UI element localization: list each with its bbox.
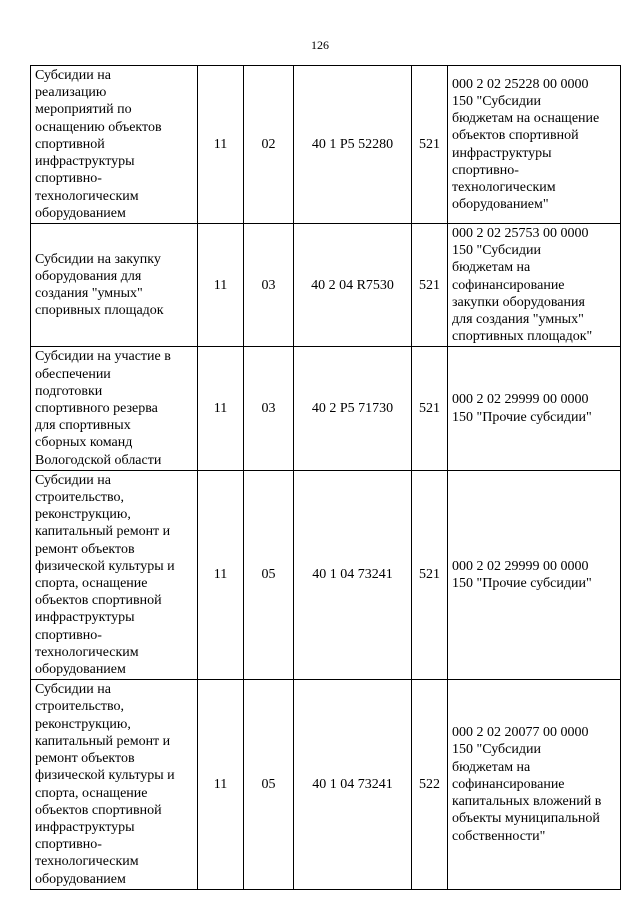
subsidy-name-cell (31, 224, 198, 347)
target-article-cell: 40 1 P5 52280 (294, 66, 412, 224)
subsidy-name-cell-line: спортивной (35, 136, 105, 152)
subsidy-name-cell-line: Субсидии на (35, 682, 111, 698)
section-cell: 11 (198, 680, 244, 889)
target-article-cell: 40 2 P5 71730 (294, 347, 412, 470)
subsidy-name-cell-line: физической культуры и (35, 558, 175, 574)
expense-type-cell: 521 (412, 470, 448, 679)
revenue-code-cell-line: закупки оборудования (452, 294, 585, 310)
subsidy-name-cell-line: мероприятий по (35, 102, 132, 118)
subsidy-name-cell-line: объектов спортивной (35, 593, 162, 609)
table-row (31, 347, 621, 470)
subsidy-name-cell-line: сборных команд (35, 435, 133, 451)
revenue-code-cell-line: спортивно- (452, 162, 519, 178)
subsidy-name-cell-line: подготовки (35, 383, 103, 399)
subsidy-name-cell-line: обеспечении (35, 366, 111, 382)
revenue-code-cell-line: 000 2 02 25228 00 0000 (452, 76, 589, 92)
expense-type-cell: 521 (412, 224, 448, 347)
revenue-code-cell-line: инфраструктуры (452, 145, 552, 161)
target-article-cell: 40 1 04 73241 (294, 470, 412, 679)
revenue-code-cell-line: 000 2 02 25753 00 0000 (452, 226, 589, 241)
section-cell: 11 (198, 224, 244, 347)
subsidy-name-cell-line: инфраструктуры (35, 819, 135, 835)
revenue-code-cell-line: 000 2 02 29999 00 0000 (452, 392, 589, 408)
subsidy-name-cell-line: оборудования для (35, 269, 142, 284)
subsection-cell: 03 (244, 347, 294, 470)
subsidy-name-cell-line: Субсидии на участие в (35, 349, 171, 365)
budget-table-body (31, 66, 621, 890)
revenue-code-cell-line: оборудованием" (452, 197, 549, 213)
subsidy-name-cell-line: строительство, (35, 490, 125, 506)
subsidy-name-cell-line: спортивно- (35, 837, 102, 853)
table-row (31, 66, 621, 224)
target-article-cell: 40 2 04 R7530 (294, 224, 412, 347)
table-row (31, 680, 621, 889)
revenue-code-cell-line: капитальных вложений в (452, 794, 602, 810)
section-cell: 11 (198, 66, 244, 224)
subsidy-name-cell-line: строительство, (35, 699, 125, 715)
subsidy-name-cell-line: инфраструктуры (35, 610, 135, 626)
subsidy-name-cell-line: Вологодской области (35, 452, 162, 468)
subsidy-name-cell (31, 347, 198, 470)
subsidy-name-cell-line: объектов спортивной (35, 802, 162, 818)
subsection-cell: 05 (244, 470, 294, 679)
revenue-code-cell-line: спортивных площадок" (452, 329, 593, 345)
subsidy-name-cell-line: оборудованием (35, 205, 126, 221)
subsidy-name-cell-line: ремонт объектов (35, 541, 135, 557)
section-cell: 11 (198, 470, 244, 679)
subsidy-name-cell-line: Субсидии на закупку (35, 251, 161, 267)
page-number: 126 (311, 38, 329, 52)
subsidy-name-cell (31, 66, 198, 224)
subsidy-name-cell-line: оборудованием (35, 662, 126, 678)
revenue-code-cell-line: технологическим (452, 179, 556, 195)
revenue-code-cell-line: 150 "Субсидии (452, 742, 541, 758)
subsidy-name-cell-line: спорта, оснащение (35, 576, 148, 592)
revenue-code-cell-line: бюджетам на (452, 759, 531, 775)
expense-type-cell: 521 (412, 66, 448, 224)
subsidy-name-cell-line: физической культуры и (35, 768, 175, 784)
subsidy-name-cell-line: спортивного резерва (35, 401, 158, 417)
revenue-code-cell-line: бюджетам на оснащение (452, 111, 600, 127)
target-article-cell: 40 1 04 73241 (294, 680, 412, 889)
subsidy-name-cell-line: спортивно- (35, 627, 102, 643)
revenue-code-cell-line: объекты муниципальной (452, 811, 600, 827)
revenue-code-cell-line: собственности" (452, 828, 546, 844)
subsidy-name-cell-line: инфраструктуры (35, 154, 135, 170)
subsidy-name-cell (31, 680, 198, 889)
subsidy-name-cell-line: капитальный ремонт и (35, 733, 171, 749)
subsidy-name-cell-line: реконструкцию, (35, 716, 131, 732)
subsidy-name-cell-line: технологическим (35, 854, 139, 870)
expense-type-cell: 522 (412, 680, 448, 889)
revenue-code-cell-line: бюджетам на (452, 260, 531, 276)
subsidy-name-cell-line: капитальный ремонт и (35, 524, 171, 540)
section-cell: 11 (198, 347, 244, 470)
subsidy-name-cell-line: создания "умных" (35, 286, 143, 302)
subsidy-name-cell-line: Субсидии на (35, 68, 111, 84)
revenue-code-cell-line: 150 "Субсидии (452, 93, 541, 109)
revenue-code-cell-line: 150 "Прочие субсидии" (452, 409, 592, 425)
subsidy-name-cell-line: для спортивных (35, 418, 131, 434)
subsidy-name-cell-line: ремонт объектов (35, 751, 135, 767)
subsidy-name-cell-line: оборудованием (35, 871, 126, 887)
revenue-code-cell (448, 66, 621, 224)
revenue-code-cell-line: для создания "умных" (452, 312, 584, 328)
revenue-code-cell (448, 347, 621, 470)
subsidy-name-cell-line: реализацию (35, 85, 107, 101)
subsidy-name-cell-line: спорта, оснащение (35, 785, 148, 801)
revenue-code-cell-line: 000 2 02 29999 00 0000 (452, 558, 589, 574)
revenue-code-cell-line: 150 "Прочие субсидии" (452, 576, 592, 592)
subsidy-name-cell-line: реконструкцию, (35, 507, 131, 523)
subsidy-name-cell-line: технологическим (35, 644, 139, 660)
revenue-code-cell-line: софинансирование (452, 277, 565, 293)
subsidy-name-cell-line: оснащению объектов (35, 119, 162, 135)
revenue-code-cell (448, 470, 621, 679)
table-row (31, 470, 621, 679)
subsidy-name-cell-line: технологическим (35, 188, 139, 204)
subsection-cell: 05 (244, 680, 294, 889)
revenue-code-cell-line: софинансирование (452, 776, 565, 792)
revenue-code-cell-line: 150 "Субсидии (452, 243, 541, 259)
revenue-code-cell (448, 680, 621, 889)
subsection-cell: 02 (244, 66, 294, 224)
subsidy-name-cell-line: спортивно- (35, 171, 102, 187)
expense-type-cell: 521 (412, 347, 448, 470)
revenue-code-cell-line: 000 2 02 20077 00 0000 (452, 725, 589, 741)
subsidy-name-cell-line: споривных площадок (35, 303, 164, 319)
subsection-cell: 03 (244, 224, 294, 347)
subsidy-name-cell-line: Субсидии на (35, 472, 111, 488)
revenue-code-cell-line: объектов спортивной (452, 128, 579, 144)
budget-table (30, 65, 621, 890)
table-row (31, 224, 621, 347)
revenue-code-cell (448, 224, 621, 347)
subsidy-name-cell (31, 470, 198, 679)
